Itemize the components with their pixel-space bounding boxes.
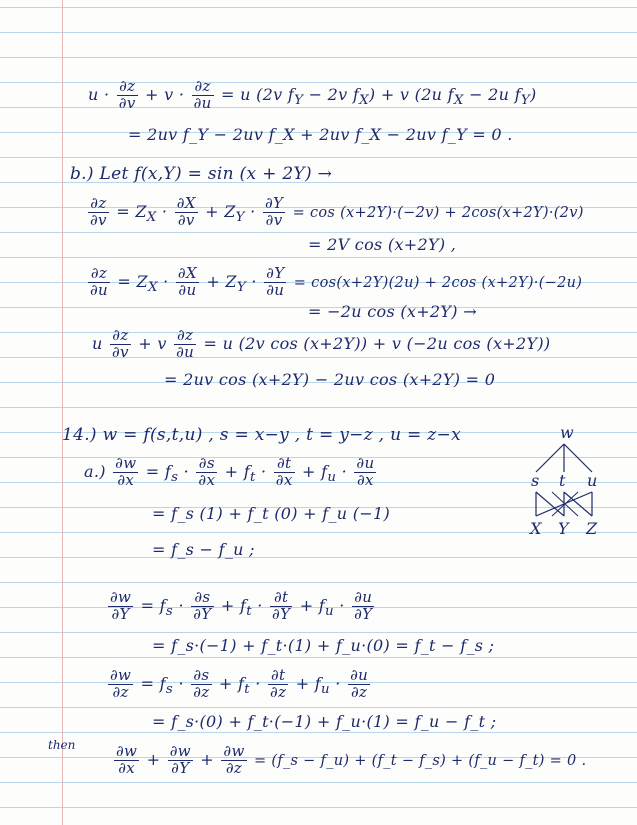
eq-line-7: = −2u cos (x+2Y) → [308,302,477,321]
margin-line [62,0,63,825]
eq-line-16: $\frac{\partial w}{\partial z}$ = $f_s$ · $\frac{\partial s}{\partial z}$ + $f_t$ · $\frac{\partial t}{\partial z}$ + $f_u$ · $\frac{\partial u}{\partial z}$ [110,666,369,701]
tree-node-x: X [530,519,542,538]
tree-node-w: w [560,424,574,442]
dependency-tree [522,424,612,544]
eq-line-5: = 2V cos (x+2Y) , [308,235,457,254]
eq-line-2: = 2uv f_Y − 2uv f_X + 2uv f_X − 2uv f_Y = 0 . [128,125,513,144]
tree-node-s: s [531,471,540,490]
part-b-heading: b.) Let f(x,Y) = sin (x + 2Y) → [70,164,333,184]
eq-line-15: = f_s·(−1) + f_t·(1) + f_u·(0) = f_t − f_s ; [152,636,495,655]
tree-node-t: t [559,471,566,490]
tree-node-u: u [587,471,598,490]
eq-line-8: u $\frac{\partial z}{\partial v}$ + v $\frac{\partial z}{\partial u}$ = u (2v cos (x+2Y)) + v (−2u cos (x+2Y)) [92,326,551,361]
then-note: then [48,738,76,752]
eq-line-11: a.) $\frac{\partial w}{\partial x}$ = $f_s$ · $\frac{\partial s}{\partial x}$ + $f_t$ · $\frac{\partial t}{\partial x}$ + $f_u$ · $\frac{\partial u}{\partial x}$ [84,454,375,489]
tree-node-z: Z [586,519,598,538]
eq-line-13: = f_s − f_u ; [152,540,255,559]
tree-node-y: Y [558,519,569,538]
eq-line-14: $\frac{\partial w}{\partial Y}$ = $f_s$ · $\frac{\partial s}{\partial Y}$ + $f_t$ · $\frac{\partial t}{\partial Y}$ + $f_u$ · $\frac{\partial u}{\partial Y}$ [110,588,373,623]
eq-line-18: $\frac{\partial w}{\partial x}$ + $\frac{\partial w}{\partial Y}$ + $\frac{\partial w}{\partial z}$ = (f_s − f_u) + (f_t − f_s) + (f_u − f_t) = 0 . [116,742,587,777]
eq-line-1: u · $\frac{\partial z}{\partial v}$ + v · $\frac{\partial z}{\partial u}$ = u (2v $f_Y - 2v$ $f_X) + v$ (2u $f_X - 2u$ $f_Y$) [88,77,537,112]
eq-line-9: = 2uv cos (x+2Y) − 2uv cos (x+2Y) = 0 [164,370,496,389]
eq-line-12: = f_s (1) + f_t (0) + f_u (−1) [152,504,391,523]
eq-line-6: $\frac{\partial z}{\partial u}$ = $Z_X$ · $\frac{\partial X}{\partial u}$ + $Z_Y$ · $\frac{\partial Y}{\partial u}$ = cos(x+2Y)(2u) + 2cos (x+2Y)·(−2u) [90,264,583,299]
problem-14-heading: 14.) w = f(s,t,u) , s = x−y , t = y−z , u = z−x [62,425,461,445]
eq-line-4: $\frac{\partial z}{\partial v}$ = $Z_X$ · $\frac{\partial X}{\partial v}$ + $Z_Y$ · $\frac{\partial Y}{\partial v}$ = cos (x+2Y)·(−2v) + 2cos(x+2Y)·(2v) [90,194,584,229]
eq-line-17: = f_s·(0) + f_t·(−1) + f_u·(1) = f_u − f_t ; [152,712,497,731]
